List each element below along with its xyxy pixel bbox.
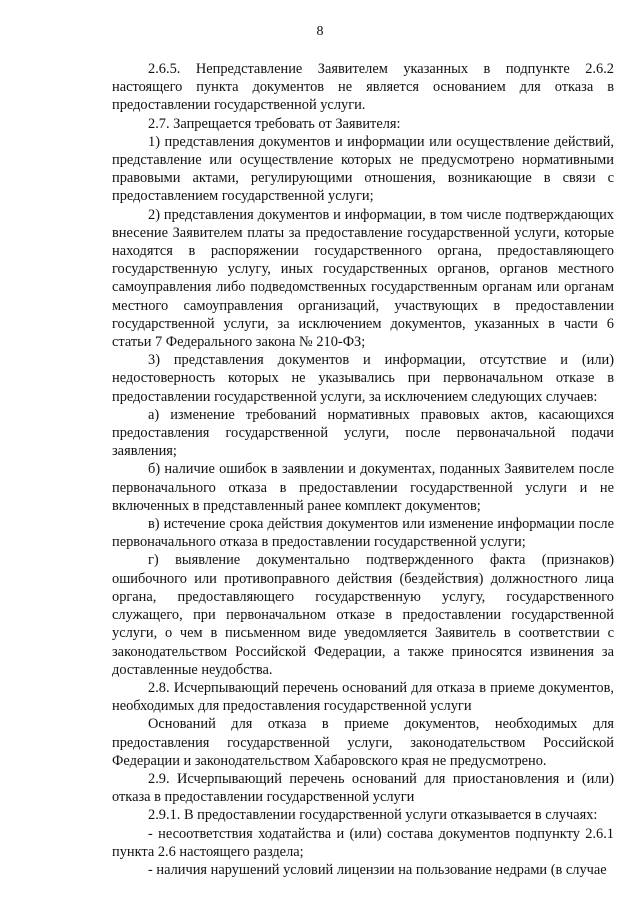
paragraph-2-7-heading: 2.7. Запрещается требовать от Заявителя: bbox=[148, 115, 401, 132]
paragraph-subitem-b: б) наличие ошибок в заявлении и документах, поданных Заявителем после первоначального отказа в предоставлении государственной услуги и не включенных в представленный ранее комплект документов; bbox=[112, 461, 614, 514]
paragraph-2-7-item-1: 1) представления документов и информации или осуществление действий, представление или осуществление которых не предусмотрено нормативными правовыми актами, регулирующими отношения, возникающие в связи с предоставлением государственной услуги; bbox=[112, 133, 614, 205]
paragraph-2-9-heading: 2.9. Исчерпывающий перечень оснований для приостановления и (или) отказа в предоставлении государственной услуги bbox=[112, 770, 614, 806]
paragraph-2-7-item-3: 3) представления документов и информации, отсутствие и (или) недостоверность которых не указывались при первоначальном отказе в предоставлении государственной услуги, за исключением следующих случаев: bbox=[112, 352, 614, 405]
document-body bbox=[112, 60, 614, 879]
page-number: 8 bbox=[316, 24, 324, 39]
paragraph-subitem-v: в) истечение срока действия документов или изменение информации после первоначального отказа в предоставлении государственной услуги; bbox=[112, 516, 614, 551]
paragraph-2-8-heading: 2.8. Исчерпывающий перечень оснований для отказа в приеме документов, необходимых для предоставления государственной услуги bbox=[112, 679, 614, 715]
paragraph-2-9-1-item-1: - несоответствия ходатайства и (или) состава документов подпункту 2.6.1 пункта 2.6 настоящего раздела; bbox=[112, 825, 614, 860]
paragraph-subitem-g: г) выявление документально подтвержденного факта (признаков) ошибочного или противоправного действия (бездействия) должностного лица органа, предоставляющего государственную услугу, государственного служащего, при первоначальном отказе в предоставлении государственной услуги, о чем в письменном виде уведомляется Заявитель в соответствии с законодательством Российской Федерации, а также приносятся извинения за доставленные неудобства. bbox=[112, 552, 614, 678]
paragraph-subitem-a: а) изменение требований нормативных правовых актов, касающихся предоставления государственной услуги, после первоначальной подачи заявления; bbox=[112, 406, 614, 460]
paragraph-2-6-5: 2.6.5. Непредставление Заявителем указанных в подпункте 2.6.2 настоящего пункта документов не является основанием для отказа в предоставлении государственной услуги. bbox=[112, 61, 614, 114]
paragraph-2-9-1-item-2: - наличия нарушений условий лицензии на пользование недрами (в случае bbox=[148, 861, 607, 878]
paragraph-2-7-item-2: 2) представления документов и информации, в том числе подтверждающих внесение Заявителем платы за предоставление государственной услуги, которые находятся в распоряжении государственного органа, предоставляющего государственную услугу, иных государственных органов, органов местного самоуправления либо подведомственных государственным органам или органам местного самоуправления организаций, участвующих в предоставлении государственной услуги, за исключением документов, указанных в части 6 статьи 7 Федерального закона № 210-ФЗ; bbox=[112, 206, 614, 351]
paragraph-2-8-body: Оснований для отказа в приеме документов, необходимых для предоставления государственной услуги, законодательством Российской Федерации и законодательством Хабаровского края не предусмотрено. bbox=[112, 716, 614, 769]
paragraph-2-9-1: 2.9.1. В предоставлении государственной услуги отказывается в случаях: bbox=[148, 807, 598, 824]
